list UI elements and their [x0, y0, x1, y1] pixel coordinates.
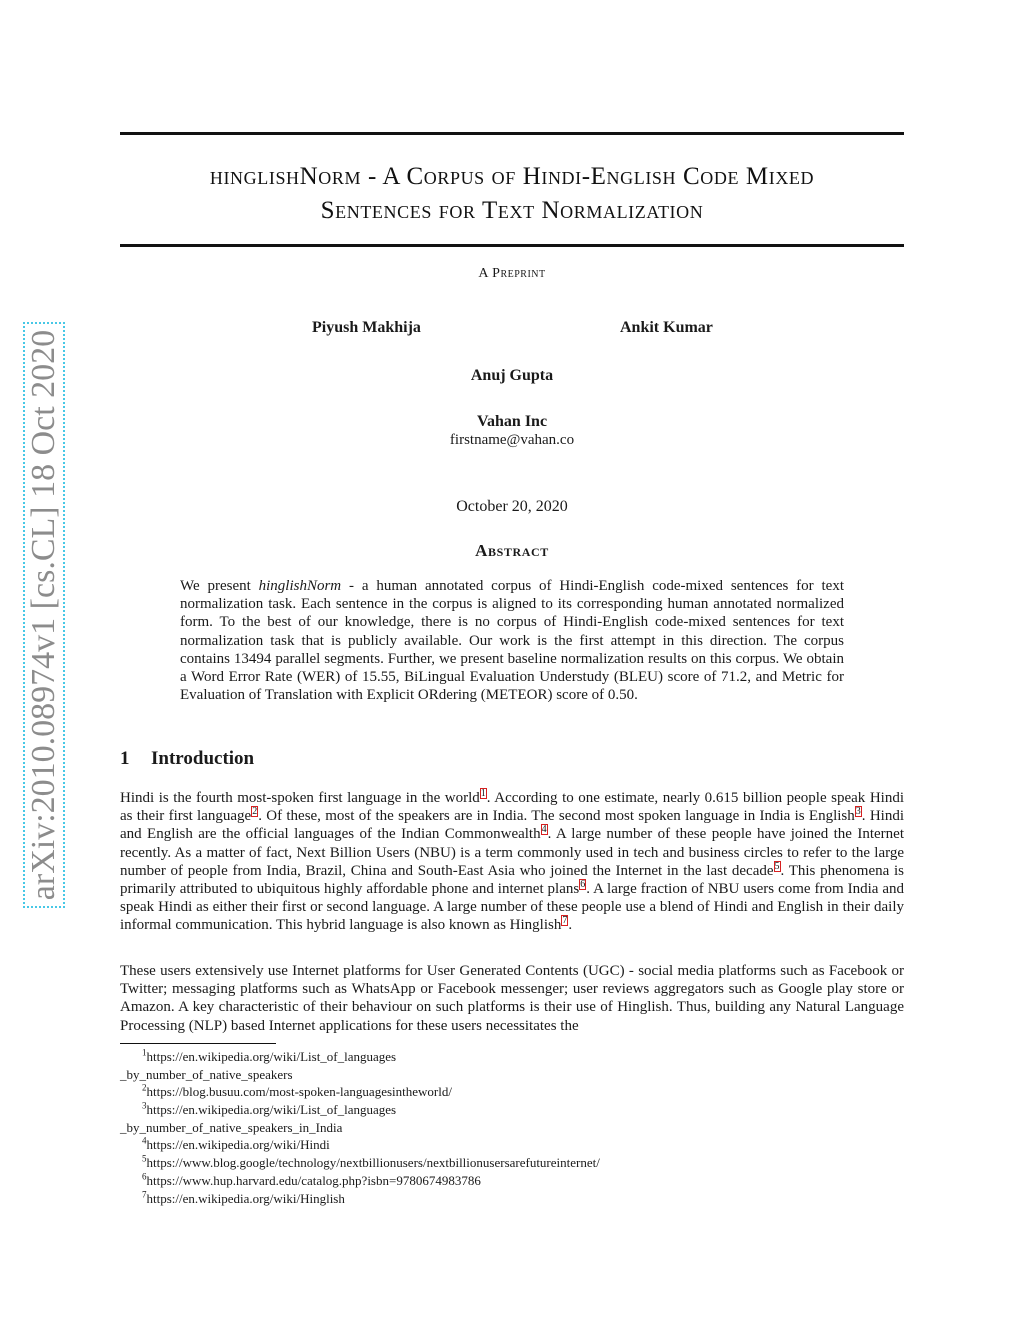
footnote-url[interactable]: https://blog.busuu.com/most-spoken-languagesintheworld/	[146, 1084, 452, 1099]
footnote-ref-link[interactable]: 1	[480, 788, 486, 799]
footnote-mark: 1	[142, 1047, 147, 1058]
author-name: Piyush Makhija	[312, 319, 421, 336]
author-name: Ankit Kumar	[620, 319, 713, 336]
footnote	[120, 1190, 904, 1208]
footnote-mark: 5	[142, 1153, 147, 1164]
author-name: Anuj Gupta	[470, 367, 554, 384]
abstract-text-lead: We present	[180, 578, 259, 594]
footnote-url-continued[interactable]: _by_number_of_native_speakers	[120, 1066, 293, 1082]
footnote	[120, 1048, 904, 1083]
footnote-url[interactable]: https://www.hup.harvard.edu/catalog.php?isbn=9780674983786	[146, 1173, 481, 1188]
intro-paragraph-1	[120, 789, 904, 935]
paper-title-line2: Sentences for Text Normalization	[320, 197, 704, 224]
footnote-ref-link[interactable]: 2	[252, 806, 258, 818]
section-number: 1	[120, 748, 130, 769]
title-rule-bottom	[120, 244, 904, 247]
footnote-mark: 3	[142, 1100, 147, 1111]
footnote-mark: 7	[142, 1189, 147, 1200]
footnote-mark: 6	[142, 1171, 147, 1182]
arxiv-stamp: arXiv:2010.08974v1 [cs.CL] 18 Oct 2020	[25, 329, 62, 901]
paper-title-line1: hinglishNorm - A Corpus of Hindi-English Code Mixed	[209, 163, 815, 190]
paper-date: October 20, 2020	[456, 498, 568, 515]
section-heading	[120, 748, 254, 770]
text-run: Hindi is the fourth most-spoken first language in the world	[120, 790, 480, 806]
footnote-url[interactable]: https://en.wikipedia.org/wiki/Hindi	[146, 1137, 330, 1152]
footnote-ref-link[interactable]: 7	[562, 915, 568, 927]
author-email: firstname@vahan.co	[449, 432, 575, 448]
intro-paragraph-2: These users extensively use Internet platforms for User Generated Contents (UGC) - social media platforms such as Facebook or Twitter; messaging platforms such as WhatsApp or Facebook messenger; user reviews aggregators such as Google play store or Amazon. A key characteristic of their behaviour on such platforms is their use of Hinglish. Thus, building any Natural Language Processing (NLP) based Internet applications for these users necessitates the	[120, 963, 904, 1034]
footnote	[120, 1083, 904, 1101]
text-run: . Hindi and English are the official languages of the Indian Commonwealth	[120, 808, 904, 843]
footnote-ref-link[interactable]: 3	[855, 806, 861, 818]
abstract-text-body: - a human annotated corpus of Hindi-English code-mixed sentences for text normalization task. Each sentence in the corpus is aligned to its corresponding human annotated normalized form. To the best of our knowledge, there is no corpus of Hindi-English code-mixed sentences for text normalization task that is publicly available. Our work is the first attempt in this direction. The corpus contains 13494 parallel segments. Further, we present baseline normalization results on this corpus. We obtain a Word Error Rate (WER) of 15.55, BiLingual Evaluation Understudy (BLEU) score of 71.2, and Metric for Evaluation of Translation with Explicit ORdering (METEOR) score of 0.50.	[180, 578, 844, 704]
footnote-url[interactable]: https://en.wikipedia.org/wiki/List_of_languages	[146, 1102, 397, 1117]
text-run: . This phenomena is primarily attributed to ubiquitous highly affordable phone and internet plans	[120, 862, 904, 898]
text-run: . Of these, most of the speakers are in India. The second most spoken language in India is English	[258, 808, 855, 825]
footnote	[120, 1172, 904, 1190]
footnote	[120, 1101, 904, 1136]
abstract-heading: Abstract	[475, 541, 549, 560]
footnote-url-continued[interactable]: _by_number_of_native_speakers_in_India	[120, 1119, 343, 1135]
text-run: . According to one estimate, nearly 0.615 billion people speak Hindi as their first language	[120, 790, 904, 825]
footnote-url[interactable]: https://en.wikipedia.org/wiki/Hinglish	[146, 1191, 345, 1206]
footnote-url[interactable]: https://en.wikipedia.org/wiki/List_of_languages	[146, 1049, 397, 1064]
footnote-rule	[120, 1043, 276, 1044]
preprint-label: A Preprint	[478, 266, 546, 281]
footnote-mark: 4	[142, 1135, 147, 1146]
footnote-mark: 2	[142, 1082, 147, 1093]
abstract-text	[180, 577, 844, 704]
text-run: . A large fraction of NBU users come from India and speak Hindi as either their first or second language. A large number of these people use a blend of Hindi and English in their daily informal communication. This hybrid language is also known as Hinglish	[120, 881, 904, 934]
corpus-name: hinglishNorm	[258, 578, 342, 594]
section-title: Introduction	[151, 748, 255, 769]
footnote	[120, 1136, 904, 1154]
footnote-url[interactable]: https://www.blog.google/technology/nextbillionusers/nextbillionusersarefutureinternet/	[146, 1155, 600, 1170]
affiliation: Vahan Inc	[476, 413, 548, 430]
footnote	[120, 1154, 904, 1172]
text-run: .	[568, 917, 573, 934]
footnote-ref-link[interactable]: 4	[541, 824, 547, 836]
text-run: . A large number of these people have joined the Internet recently. As a matter of fact, Next Billion Users (NBU) is a term commonly used in tech and business circles to refer to the large number of people from India, Brazil, China and South-East Asia who joined the Internet in the last decade	[120, 826, 904, 879]
title-rule-top	[120, 132, 904, 135]
footnote-ref-link[interactable]: 5	[774, 860, 780, 872]
footnote-ref-link[interactable]: 6	[580, 879, 586, 891]
